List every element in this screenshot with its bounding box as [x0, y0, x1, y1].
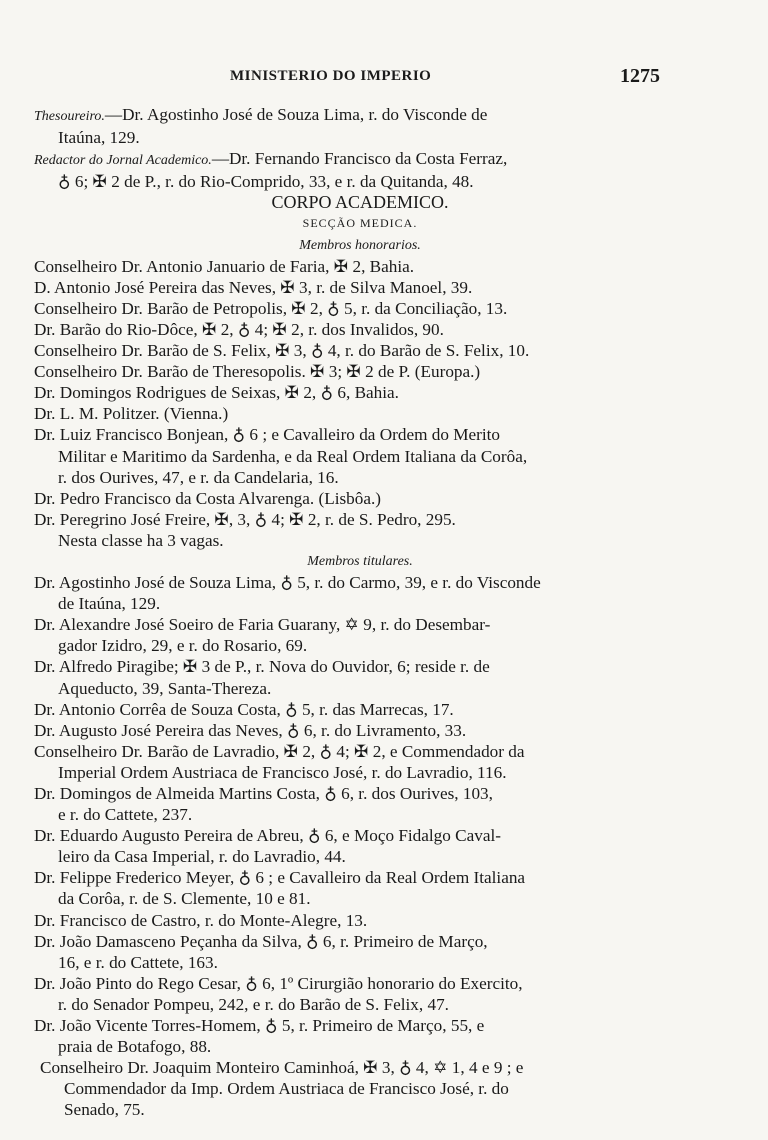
- text-line: Aqueducto, 39, Santa-Thereza.: [58, 678, 272, 698]
- text-line: r. dos Ourives, 47, e r. da Candelaria, 16.: [58, 467, 339, 487]
- text-line: de Itaúna, 129.: [58, 594, 161, 614]
- entry-text: —Dr. Agostinho José de Souza Lima, r. do Visconde de: [104, 105, 488, 124]
- entry-title: Thesoureiro.: [34, 109, 105, 124]
- text-line: Imperial Ordem Austriaca de Francisco José, r. do Lavradio, 116.: [58, 762, 507, 782]
- text-line: Membros honorarios.: [299, 237, 421, 253]
- text-line: Commendador da Imp. Ordem Austriaca de Francisco José, r. do: [64, 1079, 509, 1099]
- text-line: Dr. Barão do Rio-Dôce, ✠ 2, ♁ 4; ✠ 2, r. dos Invalidos, 90.: [34, 319, 444, 339]
- text-line: Conselheiro Dr. Barão de Petropolis, ✠ 2, ♁ 5, r. da Conciliação, 13.: [34, 298, 508, 318]
- entry-title: Redactor do Jornal Academico.: [34, 153, 212, 169]
- text-line: praia de Botafogo, 88.: [58, 1037, 212, 1057]
- text-line: Dr. Felippe Frederico Meyer, ♁ 6 ; e Cavalleiro da Real Ordem Italiana: [34, 868, 526, 888]
- text-line: Dr. Agostinho José de Souza Lima, ♁ 5, r. do Carmo, 39, e r. do Visconde: [34, 573, 541, 593]
- text-line: e r. do Cattete, 237.: [58, 805, 193, 825]
- text-line: Dr. Alfredo Piragibe; ✠ 3 de P., r. Nova do Ouvidor, 6; reside r. de: [34, 657, 490, 677]
- text-line: Militar e Maritimo da Sardenha, e da Real Ordem Italiana da Corôa,: [58, 446, 528, 466]
- page-header: [0, 65, 768, 92]
- page-number: 1275: [620, 65, 660, 87]
- text-line: Itaúna, 129.: [58, 128, 140, 148]
- text-body: [34, 104, 680, 1121]
- text-line: CORPO ACADEMICO.: [271, 192, 449, 213]
- text-line: Conselheiro Dr. Joaquim Monteiro Caminhoá, ✠ 3, ♁ 4, ✡ 1, 4 e 9 ; e: [40, 1058, 524, 1078]
- text-line: Nesta classe ha 3 vagas.: [58, 530, 224, 550]
- text-line: [34, 104, 680, 127]
- text-line: Dr. João Pinto do Rego Cesar, ♁ 6, 1º Cirurgião honorario do Exercito,: [34, 973, 523, 993]
- text-line: Dr. Domingos de Almeida Martins Costa, ♁ 6, r. dos Ourives, 103,: [34, 784, 493, 803]
- text-line: Dr. João Damasceno Peçanha da Silva, ♁ 6, r. Primeiro de Março,: [34, 931, 488, 951]
- text-line: Dr. Eduardo Augusto Pereira de Abreu, ♁ 6, e Moço Fidalgo Caval-: [34, 826, 501, 846]
- text-line: Dr. Francisco de Castro, r. do Monte-Alegre, 13.: [34, 910, 368, 930]
- text-line: gador Izidro, 29, e r. do Rosario, 69.: [58, 636, 308, 656]
- text-line: SECÇÃO MEDICA.: [302, 216, 418, 231]
- text-line: Dr. Peregrino José Freire, ✠, 3, ♁ 4; ✠ 2, r. de S. Pedro, 295.: [34, 509, 456, 529]
- text-line: ♁ 6; ✠ 2 de P., r. do Rio-Comprido, 33, e r. da Quitanda, 48.: [58, 172, 474, 192]
- text-line: Dr. Alexandre José Soeiro de Faria Guarany, ✡ 9, r. do Desembar-: [34, 615, 491, 635]
- text-line: Dr. Domingos Rodrigues de Seixas, ✠ 2, ♁ 6, Bahia.: [34, 383, 399, 403]
- text-line: leiro da Casa Imperial, r. do Lavradio, 44.: [58, 847, 346, 867]
- text-line: Dr. Luiz Francisco Bonjean, ♁ 6 ; e Cavalleiro da Ordem do Merito: [34, 425, 501, 445]
- text-line: Conselheiro Dr. Barão de S. Felix, ✠ 3, ♁ 4, r. do Barão de S. Felix, 10.: [34, 341, 530, 361]
- text-line: Conselheiro Dr. Barão de Lavradio, ✠ 2, ♁ 4; ✠ 2, e Commendador da: [34, 741, 525, 761]
- text-line: r. do Senador Pompeu, 242, e r. do Barão de S. Felix, 47.: [58, 994, 449, 1014]
- text-line: da Corôa, r. de S. Clemente, 10 e 81.: [58, 889, 311, 909]
- text-line: Dr. Pedro Francisco da Costa Alvarenga. (Lisbôa.): [34, 488, 382, 508]
- text-line: Conselheiro Dr. Antonio Januario de Faria, ✠ 2, Bahia.: [34, 256, 415, 276]
- text-line: Dr. João Vicente Torres-Homem, ♁ 5, r. Primeiro de Março, 55, e: [34, 1016, 485, 1036]
- text-line: Senado, 75.: [64, 1100, 145, 1120]
- text-line: Dr. Augusto José Pereira das Neves, ♁ 6, r. do Livramento, 33.: [34, 720, 467, 740]
- text-line: [34, 148, 680, 171]
- text-line: Conselheiro Dr. Barão de Theresopolis. ✠ 3; ✠ 2 de P. (Europa.): [34, 362, 481, 382]
- text-line: D. Antonio José Pereira das Neves, ✠ 3, r. de Silva Manoel, 39.: [34, 277, 473, 297]
- text-line: Dr. Antonio Corrêa de Souza Costa, ♁ 5, r. das Marrecas, 17.: [34, 699, 454, 719]
- text-line: 16, e r. do Cattete, 163.: [58, 952, 218, 972]
- entry-text: —Dr. Fernando Francisco da Costa Ferraz,: [211, 149, 508, 169]
- text-line: Dr. L. M. Politzer. (Vienna.): [34, 404, 229, 424]
- text-line: Membros titulares.: [307, 553, 413, 569]
- running-title: MINISTERIO DO IMPERIO: [230, 68, 432, 84]
